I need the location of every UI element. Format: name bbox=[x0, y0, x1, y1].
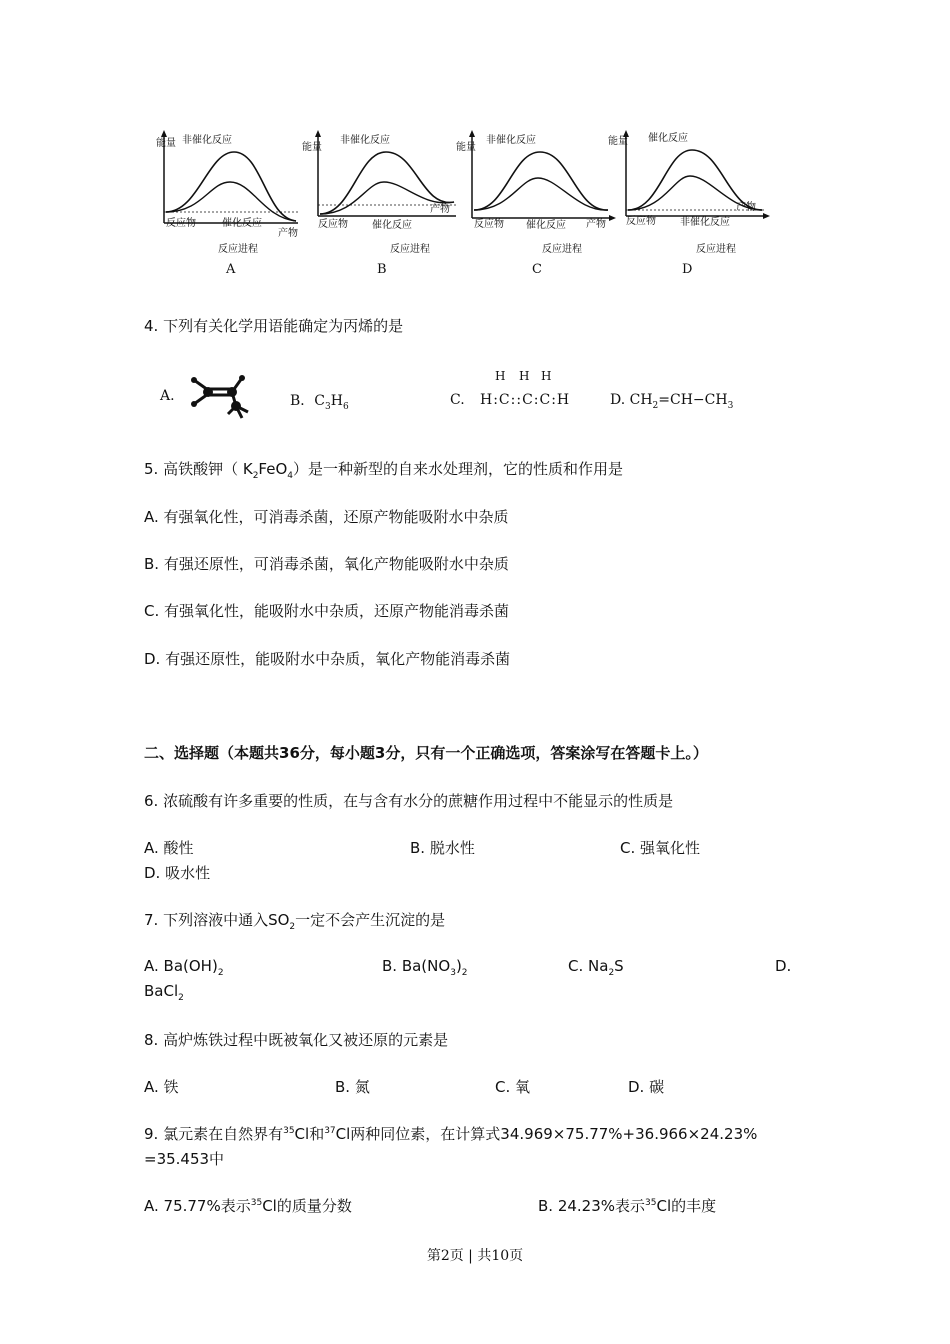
q5-stem: 5. 高铁酸钾（ $K_2FeO_4$）是一种新型的自来水处理剂，它的性质和作用是 bbox=[144, 460, 624, 481]
graph-letter: C bbox=[532, 262, 542, 277]
graph-d-text bbox=[608, 128, 770, 255]
y-axis-label: 能量 bbox=[608, 136, 628, 147]
q5-option-d: D. 有强还原性，能吸附水中杂质，氧化产物能消毒杀菌 bbox=[144, 650, 511, 668]
q7-option-a: A. $Ba(OH)_2$ bbox=[144, 957, 224, 978]
q4-c-electron-formula: H:C::C:C:H bbox=[480, 392, 571, 408]
product-label: 产物 bbox=[430, 204, 450, 215]
lower-curve-label: 催化反应 bbox=[372, 220, 412, 231]
q6-option-d: D. 吸水性 bbox=[144, 864, 211, 882]
x-axis-label: 反应进程 bbox=[390, 244, 430, 255]
q8-option-a: A. 铁 bbox=[144, 1078, 179, 1096]
page-footer: 第2页 | 共10页 bbox=[426, 1248, 524, 1264]
product-label: 产物 bbox=[586, 219, 606, 230]
q7-stem: 7. 下列溶液中通入$SO_2$一定不会产生沉淀的是 bbox=[144, 911, 446, 932]
x-axis-label: 反应进程 bbox=[218, 244, 258, 255]
y-axis-label: 能量 bbox=[156, 138, 176, 149]
q9-stem: 9. 氯元素在自然界有$^{35}$Cl和$^{37}$Cl两种同位素，在计算式34.969×75.77%+36.966×24.23% bbox=[144, 1125, 758, 1143]
q4-option-a-label: A. bbox=[160, 388, 175, 404]
graph-a-text bbox=[158, 128, 308, 253]
graph-c-text bbox=[456, 128, 616, 255]
q4-option-d: D. $CH_2=CH-CH_3$ bbox=[610, 392, 734, 411]
lower-curve-label: 非催化反应 bbox=[680, 217, 730, 228]
q6-stem: 6. 浓硫酸有许多重要的性质，在与含有水分的蔗糖作用过程中不能显示的性质是 bbox=[144, 792, 674, 810]
q5-option-b: B. 有强还原性，可消毒杀菌，氧化产物能吸附水中杂质 bbox=[144, 555, 509, 573]
graph-letter: A bbox=[226, 262, 236, 277]
q7-option-c: C. $Na_2S$ bbox=[568, 957, 624, 978]
reactant-label: 反应物 bbox=[318, 219, 348, 230]
graph-a bbox=[158, 128, 308, 278]
x-axis-label: 反应进程 bbox=[542, 244, 582, 255]
q4-c-h-top-2: H bbox=[519, 369, 530, 383]
lower-curve-label: 催化反应 bbox=[526, 220, 566, 231]
reactant-label: 反应物 bbox=[166, 218, 196, 229]
q7-option-d-value: BaCl$_2$ bbox=[144, 982, 184, 1003]
q6-option-c: C. 强氧化性 bbox=[620, 839, 701, 857]
graph-letter: B bbox=[377, 262, 387, 277]
q7-option-b: B. $Ba(NO_3)_2$ bbox=[382, 957, 468, 978]
graph-b-text bbox=[302, 128, 462, 255]
x-axis-label: 反应进程 bbox=[696, 244, 736, 255]
product-label: 产物 bbox=[736, 202, 756, 213]
q6-option-b: B. 脱水性 bbox=[410, 839, 475, 857]
q7-option-d-label: D. bbox=[775, 957, 792, 975]
q8-option-c: C. 氧 bbox=[495, 1078, 531, 1096]
top-curve-label: 非催化反应 bbox=[182, 135, 232, 146]
top-curve-label: 非催化反应 bbox=[340, 135, 390, 146]
reactant-label: 反应物 bbox=[626, 216, 656, 227]
q9-stem-line2: =35.453中 bbox=[144, 1150, 225, 1168]
graph-d bbox=[608, 128, 770, 278]
graph-letter: D bbox=[682, 262, 693, 277]
y-axis-label: 能量 bbox=[456, 142, 476, 153]
section-2-heading: 二、选择题（本题共36分，每小题3分，只有一个正确选项，答案涂写在答题卡上。） bbox=[144, 744, 708, 762]
graph-c bbox=[456, 128, 616, 278]
q4-c-h-top-3: H bbox=[541, 369, 552, 383]
q5-option-c: C. 有强氧化性，能吸附水中杂质，还原产物能消毒杀菌 bbox=[144, 602, 510, 620]
q4-c-h-top-1: H bbox=[495, 369, 506, 383]
q4-option-b: B．$C_3H_6$ bbox=[290, 393, 349, 412]
lower-curve-label: 催化反应 bbox=[222, 218, 262, 229]
q4-option-c-label: C. bbox=[450, 392, 465, 408]
reactant-label: 反应物 bbox=[474, 219, 504, 230]
y-axis-label: 能量 bbox=[302, 142, 322, 153]
q8-stem: 8. 高炉炼铁过程中既被氧化又被还原的元素是 bbox=[144, 1031, 449, 1049]
q9-option-a: A. 75.77%表示$^{35}$Cl的质量分数 bbox=[144, 1197, 352, 1215]
propene-ball-stick-model bbox=[186, 372, 254, 420]
product-label: 产物 bbox=[278, 228, 298, 239]
q9-option-b: B. 24.23%表示$^{35}$Cl的丰度 bbox=[538, 1197, 717, 1215]
q4-stem: 4. 下列有关化学用语能确定为丙烯的是 bbox=[144, 317, 404, 335]
top-curve-label: 催化反应 bbox=[648, 133, 688, 144]
top-curve-label: 非催化反应 bbox=[486, 135, 536, 146]
q5-option-a: A. 有强氧化性，可消毒杀菌，还原产物能吸附水中杂质 bbox=[144, 508, 509, 526]
q8-option-d: D. 碳 bbox=[628, 1078, 665, 1096]
graph-b bbox=[302, 128, 462, 278]
q8-option-b: B. 氮 bbox=[335, 1078, 370, 1096]
q6-option-a: A. 酸性 bbox=[144, 839, 194, 857]
